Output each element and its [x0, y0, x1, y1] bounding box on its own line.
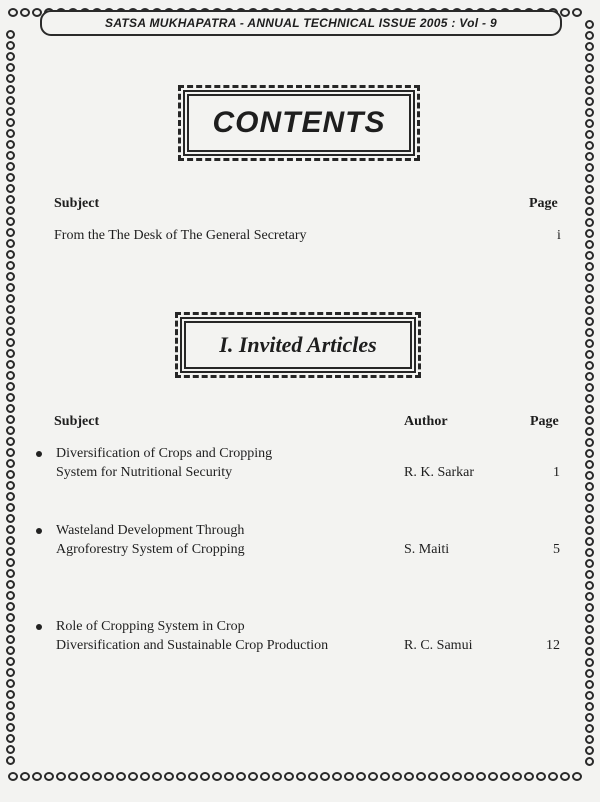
chain-link-icon: [212, 772, 222, 781]
chain-link-icon: [6, 745, 15, 754]
chain-link-icon: [6, 41, 15, 50]
chain-link-icon: [6, 85, 15, 94]
chain-link-icon: [6, 118, 15, 127]
chain-link-icon: [428, 772, 438, 781]
chain-link-icon: [6, 272, 15, 281]
chain-link-icon: [585, 482, 594, 491]
border-bottom: [8, 772, 582, 781]
chain-link-icon: [585, 31, 594, 40]
toc-entry-subject[interactable]: From the The Desk of The General Secretary: [54, 228, 307, 243]
chain-link-icon: [585, 581, 594, 590]
chain-link-icon: [6, 679, 15, 688]
chain-link-icon: [585, 460, 594, 469]
chain-link-icon: [585, 361, 594, 370]
chain-link-icon: [6, 591, 15, 600]
chain-link-icon: [6, 74, 15, 83]
chain-link-icon: [6, 261, 15, 270]
article-author: S. Maiti: [404, 542, 450, 557]
chain-link-icon: [164, 772, 174, 781]
chain-link-icon: [585, 317, 594, 326]
chain-link-icon: [320, 772, 330, 781]
chain-link-icon: [6, 217, 15, 226]
subject-column-header: Subject: [54, 196, 100, 211]
author-column-header: Author: [404, 414, 448, 429]
chain-link-icon: [6, 602, 15, 611]
chain-link-icon: [20, 8, 30, 17]
chain-link-icon: [152, 772, 162, 781]
chain-link-icon: [6, 63, 15, 72]
chain-link-icon: [585, 592, 594, 601]
chain-link-icon: [585, 141, 594, 150]
chain-link-icon: [572, 8, 582, 17]
chain-link-icon: [6, 349, 15, 358]
chain-link-icon: [6, 690, 15, 699]
chain-link-icon: [585, 97, 594, 106]
chain-link-icon: [6, 250, 15, 259]
chain-link-icon: [452, 772, 462, 781]
bullet-icon: [36, 451, 42, 457]
chain-link-icon: [6, 668, 15, 677]
article-author: R. K. Sarkar: [404, 465, 474, 480]
chain-link-icon: [585, 680, 594, 689]
chain-link-icon: [440, 772, 450, 781]
chain-link-icon: [224, 772, 234, 781]
chain-link-icon: [392, 772, 402, 781]
chain-link-icon: [6, 360, 15, 369]
chain-link-icon: [128, 772, 138, 781]
chain-link-icon: [6, 382, 15, 391]
chain-link-icon: [585, 669, 594, 678]
chain-link-icon: [585, 658, 594, 667]
chain-link-icon: [6, 580, 15, 589]
chain-link-icon: [512, 772, 522, 781]
chain-link-icon: [585, 306, 594, 315]
article-author: R. C. Samui: [404, 638, 473, 653]
contents-title: CONTENTS: [183, 90, 415, 156]
chain-link-icon: [8, 8, 18, 17]
chain-link-icon: [6, 558, 15, 567]
chain-link-icon: [6, 30, 15, 39]
chain-link-icon: [6, 371, 15, 380]
chain-link-icon: [200, 772, 210, 781]
chain-link-icon: [116, 772, 126, 781]
chain-link-icon: [585, 130, 594, 139]
chain-link-icon: [585, 603, 594, 612]
subject-column-header: Subject: [54, 414, 100, 429]
chain-link-icon: [6, 437, 15, 446]
chain-link-icon: [585, 86, 594, 95]
chain-link-icon: [6, 756, 15, 765]
chain-link-icon: [6, 459, 15, 468]
chain-link-icon: [585, 713, 594, 722]
chain-link-icon: [296, 772, 306, 781]
article-page: 12: [546, 638, 560, 653]
chain-link-icon: [585, 614, 594, 623]
article-page: 1: [553, 465, 560, 480]
chain-link-icon: [585, 196, 594, 205]
chain-link-icon: [6, 96, 15, 105]
chain-link-icon: [416, 772, 426, 781]
chain-link-icon: [585, 284, 594, 293]
running-header: SATSA MUKHAPATRA - ANNUAL TECHNICAL ISSUE 2005 : Vol - 9: [40, 10, 562, 36]
chain-link-icon: [6, 140, 15, 149]
chain-link-icon: [368, 772, 378, 781]
chain-link-icon: [585, 471, 594, 480]
chain-link-icon: [585, 636, 594, 645]
chain-link-icon: [585, 339, 594, 348]
chain-link-icon: [6, 228, 15, 237]
chain-link-icon: [6, 613, 15, 622]
chain-link-icon: [585, 537, 594, 546]
chain-link-icon: [585, 163, 594, 172]
chain-link-icon: [6, 107, 15, 116]
chain-link-icon: [6, 404, 15, 413]
chain-link-icon: [585, 449, 594, 458]
chain-link-icon: [6, 481, 15, 490]
chain-link-icon: [6, 712, 15, 721]
chain-link-icon: [6, 734, 15, 743]
chain-link-icon: [585, 625, 594, 634]
article-title-line1[interactable]: Diversification of Crops and Cropping: [56, 446, 273, 461]
chain-link-icon: [68, 772, 78, 781]
chain-link-icon: [6, 525, 15, 534]
chain-link-icon: [6, 624, 15, 633]
chain-link-icon: [6, 701, 15, 710]
chain-link-icon: [32, 772, 42, 781]
bullet-icon: [36, 528, 42, 534]
chain-link-icon: [356, 772, 366, 781]
chain-link-icon: [6, 305, 15, 314]
chain-link-icon: [476, 772, 486, 781]
chain-link-icon: [236, 772, 246, 781]
chain-link-icon: [92, 772, 102, 781]
chain-link-icon: [6, 173, 15, 182]
chain-link-icon: [404, 772, 414, 781]
chain-link-icon: [260, 772, 270, 781]
chain-link-icon: [6, 470, 15, 479]
chain-link-icon: [585, 240, 594, 249]
chain-link-icon: [332, 772, 342, 781]
chain-link-icon: [560, 772, 570, 781]
chain-link-icon: [272, 772, 282, 781]
chain-link-icon: [6, 151, 15, 160]
chain-link-icon: [585, 724, 594, 733]
chain-link-icon: [536, 772, 546, 781]
chain-link-icon: [188, 772, 198, 781]
chain-link-icon: [585, 383, 594, 392]
article-title-line2[interactable]: Agroforestry System of Cropping: [56, 542, 245, 557]
chain-link-icon: [585, 372, 594, 381]
chain-link-icon: [585, 53, 594, 62]
article-page: 5: [553, 542, 560, 557]
chain-link-icon: [6, 723, 15, 732]
chain-link-icon: [585, 152, 594, 161]
chain-link-icon: [585, 251, 594, 260]
chain-link-icon: [585, 42, 594, 51]
chain-link-icon: [6, 569, 15, 578]
chain-link-icon: [585, 647, 594, 656]
article-title-line2[interactable]: Diversification and Sustainable Crop Production: [56, 638, 329, 653]
chain-link-icon: [585, 438, 594, 447]
chain-link-icon: [6, 338, 15, 347]
chain-link-icon: [585, 570, 594, 579]
chain-link-icon: [585, 559, 594, 568]
chain-link-icon: [488, 772, 498, 781]
chain-link-icon: [585, 75, 594, 84]
chain-link-icon: [585, 493, 594, 502]
chain-link-icon: [585, 691, 594, 700]
chain-link-icon: [20, 772, 30, 781]
article-title-line2[interactable]: System for Nutritional Security: [56, 465, 233, 480]
chain-link-icon: [6, 294, 15, 303]
chain-link-icon: [6, 536, 15, 545]
bullet-icon: [36, 624, 42, 630]
chain-link-icon: [585, 405, 594, 414]
chain-link-icon: [585, 427, 594, 436]
chain-link-icon: [548, 772, 558, 781]
chain-link-icon: [6, 184, 15, 193]
chain-link-icon: [104, 772, 114, 781]
article-title-line1[interactable]: Wasteland Development Through: [56, 523, 245, 538]
chain-link-icon: [6, 547, 15, 556]
chain-link-icon: [6, 646, 15, 655]
chain-link-icon: [585, 328, 594, 337]
border-left: [6, 30, 15, 765]
chain-link-icon: [56, 772, 66, 781]
chain-link-icon: [585, 394, 594, 403]
chain-link-icon: [140, 772, 150, 781]
chain-link-icon: [6, 657, 15, 666]
chain-link-icon: [560, 8, 570, 17]
chain-link-icon: [585, 64, 594, 73]
chain-link-icon: [585, 504, 594, 513]
page-column-header: Page: [530, 414, 559, 429]
chain-link-icon: [585, 262, 594, 271]
chain-link-icon: [308, 772, 318, 781]
article-title-line1[interactable]: Role of Cropping System in Crop: [56, 619, 245, 634]
chain-link-icon: [8, 772, 18, 781]
chain-link-icon: [6, 448, 15, 457]
chain-link-icon: [6, 52, 15, 61]
chain-link-icon: [464, 772, 474, 781]
page-column-header: Page: [529, 196, 558, 211]
chain-link-icon: [6, 327, 15, 336]
chain-link-icon: [344, 772, 354, 781]
chain-link-icon: [585, 174, 594, 183]
chain-link-icon: [6, 316, 15, 325]
chain-link-icon: [176, 772, 186, 781]
chain-link-icon: [585, 757, 594, 766]
chain-link-icon: [585, 207, 594, 216]
chain-link-icon: [248, 772, 258, 781]
chain-link-icon: [6, 426, 15, 435]
border-right: [585, 20, 594, 766]
chain-link-icon: [585, 218, 594, 227]
chain-link-icon: [585, 229, 594, 238]
chain-link-icon: [585, 548, 594, 557]
chain-link-icon: [585, 350, 594, 359]
toc-entry-page: i: [557, 228, 561, 243]
chain-link-icon: [80, 772, 90, 781]
chain-link-icon: [585, 20, 594, 29]
chain-link-icon: [585, 515, 594, 524]
chain-link-icon: [6, 635, 15, 644]
chain-link-icon: [6, 239, 15, 248]
chain-link-icon: [6, 415, 15, 424]
chain-link-icon: [380, 772, 390, 781]
chain-link-icon: [585, 416, 594, 425]
chain-link-icon: [585, 735, 594, 744]
chain-link-icon: [6, 492, 15, 501]
chain-link-icon: [585, 273, 594, 282]
chain-link-icon: [585, 746, 594, 755]
chain-link-icon: [6, 162, 15, 171]
chain-link-icon: [6, 514, 15, 523]
chain-link-icon: [524, 772, 534, 781]
chain-link-icon: [6, 503, 15, 512]
chain-link-icon: [44, 772, 54, 781]
chain-link-icon: [6, 129, 15, 138]
chain-link-icon: [284, 772, 294, 781]
chain-link-icon: [585, 108, 594, 117]
invited-articles-title: I. Invited Articles: [180, 317, 416, 373]
chain-link-icon: [6, 393, 15, 402]
chain-link-icon: [6, 206, 15, 215]
chain-link-icon: [585, 119, 594, 128]
chain-link-icon: [6, 195, 15, 204]
chain-link-icon: [572, 772, 582, 781]
chain-link-icon: [6, 283, 15, 292]
chain-link-icon: [585, 526, 594, 535]
chain-link-icon: [585, 185, 594, 194]
chain-link-icon: [500, 772, 510, 781]
chain-link-icon: [585, 702, 594, 711]
chain-link-icon: [585, 295, 594, 304]
